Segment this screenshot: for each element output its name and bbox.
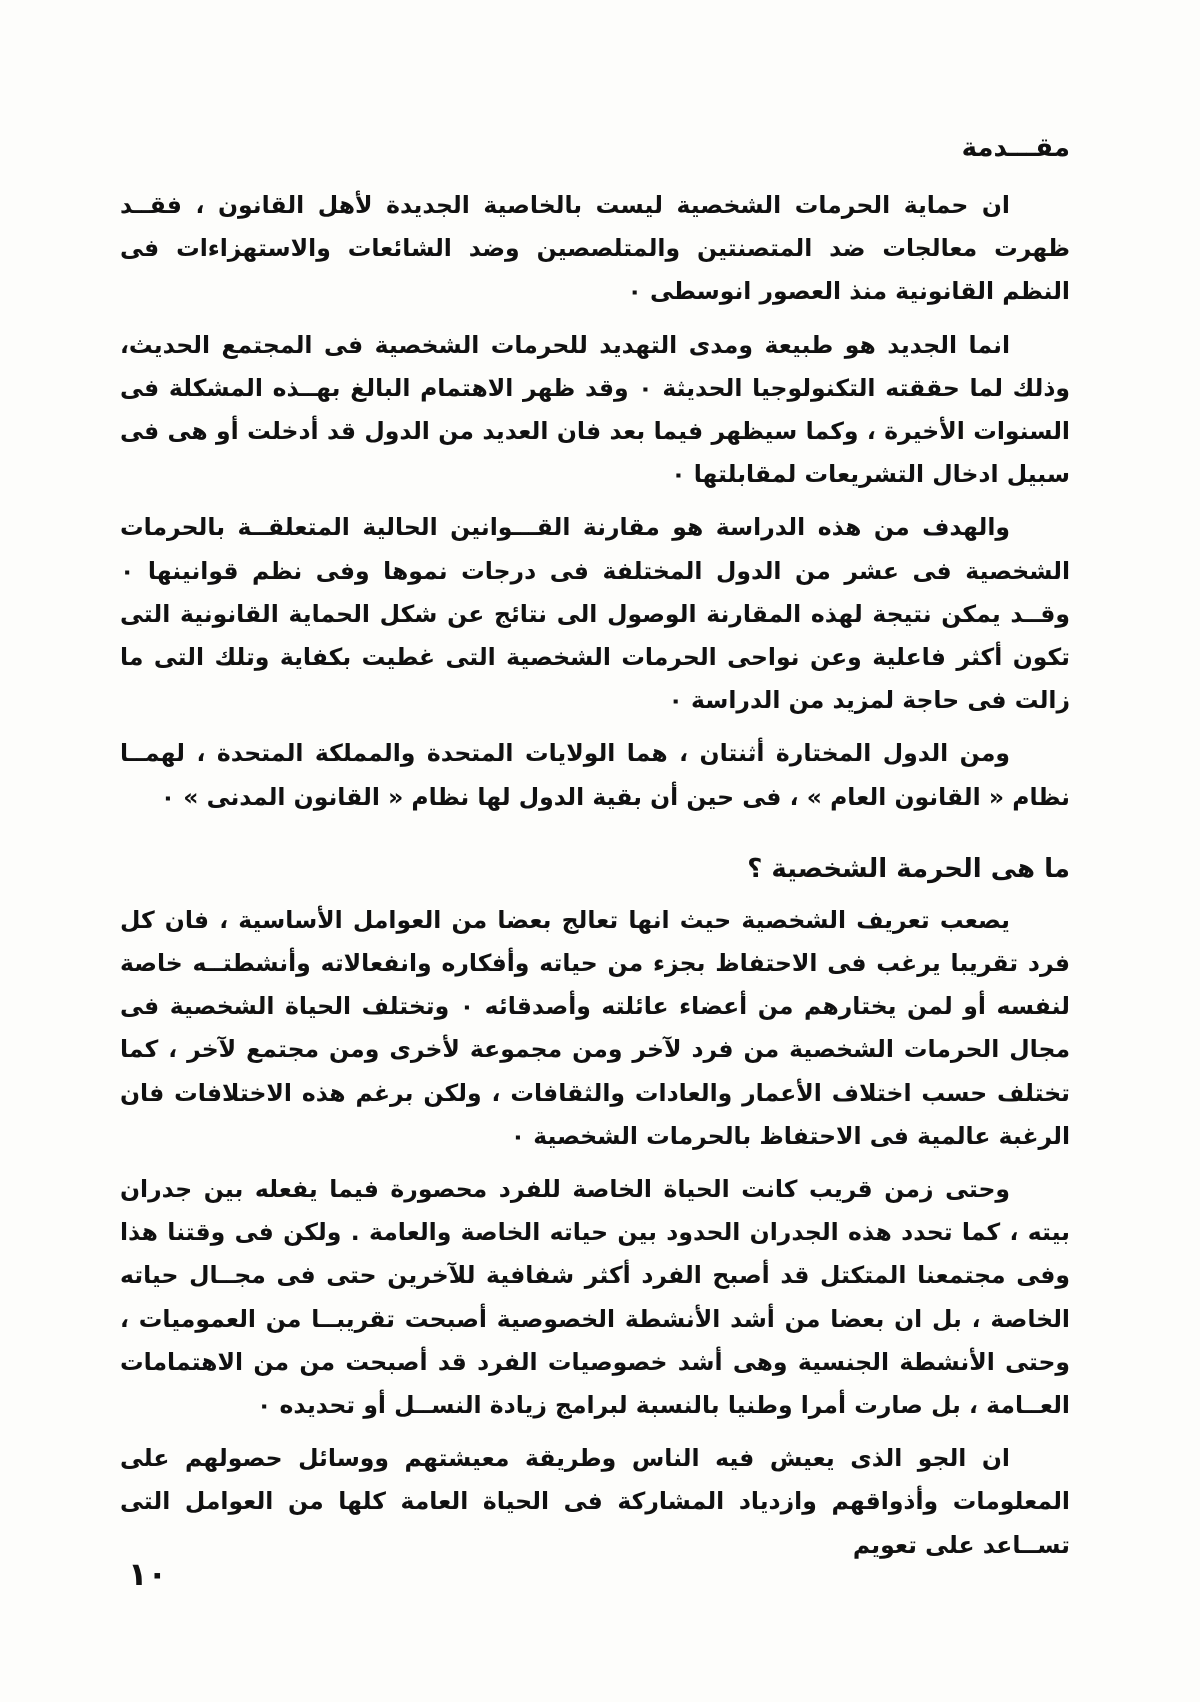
page-content — [120, 128, 1070, 1577]
section-heading: ما هى الحرمة الشخصية ؟ — [747, 853, 1070, 884]
paragraph-section-1: يصعب تعريف الشخصية حيث انها تعالج بعضا من العوامل الأساسية ، فان كل فرد تقريبا يرغب فى الاحتفاظ بجزء من حياته وأفكاره وانفعالاته وأنشطتــه خاصة لنفسه أو لمن يختارهم من أعضاء عائلته وأصدقائه ٠ وتختلف الحياة الشخصية فى مجال الحرمات الشخصية من فرد لآخر ومن مجموعة لأخرى ومن مجتمع لآخر ، كما تختلف حسب اختلاف الأعمار والعادات والثقافات ، ولكن برغم هذه الاختلافات فان الرغبة عالمية فى الاحتفاظ بالحرمات الشخصية ٠ — [120, 905, 1070, 1150]
paragraph-intro-4: ومن الدول المختارة أثنتان ، هما الولايات المتحدة والمملكة المتحدة ، لهمــا نظام « القانون العام » ، فى حين أن بقية الدول لها نظام « القانون المدنى » ٠ — [120, 739, 1070, 811]
paragraph-intro-1: ان حماية الحرمات الشخصية ليست بالخاصية الجديدة لأهل القانون ، فقــد ظهرت معالجات ضد المتصنتين والمتلصصين وضد الشائعات والاستهزاءات فى النظم القانونية منذ العصور انوسطى ٠ — [120, 191, 1070, 306]
paragraph-section-2: وحتى زمن قريب كانت الحياة الخاصة للفرد محصورة فيما يفعله بين جدران بيته ، كما تحدد هذه الجدران الحدود بين حياته الخاصة والعامة . ولكن فى وقتنا هذا وفى مجتمعنا المتكتل قد أصبح الفرد أكثر شفافية للآخرين حتى فى مجــال حياته الخاصة ، بل ان بعضا من أشد الأنشطة الخصوصية أصبحت تقريبــا من العموميات ، وحتى الأنشطة الجنسية وهى أشد خصوصيات الفرد قد أصبحت من من الاهتمامات العــامة ، بل صارت أمرا وطنيا بالنسبة لبرامج زيادة النســل أو تحديده ٠ — [120, 1175, 1070, 1420]
page-number: ١٠ — [128, 1555, 168, 1593]
paragraph-intro-2: انما الجديد هو طبيعة ومدى التهديد للحرمات الشخصية فى المجتمع الحديث، وذلك لما حققته التكنولوجيا الحديثة ٠ وقد ظهر الاهتمام البالغ بهــذه المشكلة فى السنوات الأخيرة ، وكما سيظهر فيما بعد فان العديد من الدول قد أدخلت أو هى فى سبيل ادخال التشريعات لمقابلتها ٠ — [120, 330, 1071, 489]
paragraph-section-3: ان الجو الذى يعيش فيه الناس وطريقة معيشتهم ووسائل حصولهم على المعلومات وأذواقهم وازدياد المشاركة فى الحياة العامة كلها من العوامل التى تســاعد على تعويم — [120, 1444, 1070, 1559]
paragraph-intro-3: والهدف من هذه الدراسة هو مقارنة القـــوانين الحالية المتعلقــة بالحرمات الشخصية فى عشر من الدول المختلفة فى درجات نموها وفى نظم قوانينها ٠ وقــد يمكن نتيجة لهذه المقارنة الوصول الى نتائج عن شكل الحماية القانونية التى تكون أكثر فاعلية وعن نواحى الحرمات الشخصية التى غطيت بكفاية وتلك التى ما زالت فى حاجة لمزيد من الدراسة ٠ — [120, 513, 1070, 715]
intro-heading: مقـــدمة — [961, 133, 1070, 163]
